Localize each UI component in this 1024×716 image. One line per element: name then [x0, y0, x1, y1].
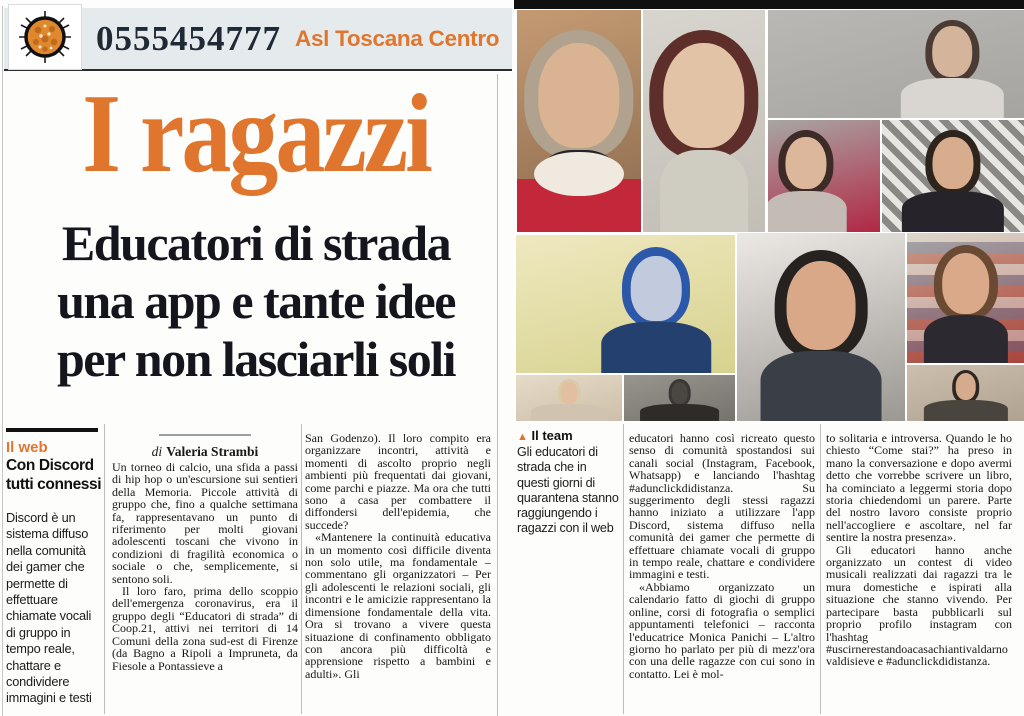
silhouette-head: [955, 373, 976, 399]
photo-dark-interior: [624, 375, 735, 421]
divider-headline-photos: [497, 74, 498, 716]
silhouette-head: [538, 43, 619, 147]
paragraph: Il loro faro, prima dello scoppio dell'emergenza coronavirus, era il gruppo degli “Educatori di strada” di Coop.21, attivi nei territori di 14 Comuni della zona sud-est di Firenze (da Bagno a Ripoli a Impruneta, da Fiesole a Pontassieve a: [112, 584, 298, 673]
silhouette-torso: [923, 315, 1007, 363]
paragraph: to solitaria e introversa. Quando le ho chiesto “Come stai?” ha preso in mano la conversazione e dopo avermi detto che vorrebbe scrivere un libro, ha cominciato a leggermi storia dopo storia chiedendomi un parere. Parte del nostro lavoro consiste proprio nell'accogliere e ascoltare, nel far sentire la nostra presenza».: [826, 432, 1012, 545]
silhouette-head: [631, 256, 682, 321]
silhouette-torso: [601, 322, 711, 373]
silhouette-head: [933, 26, 973, 77]
main-headline: [0, 214, 512, 388]
divider-sidebar-col1: [104, 424, 105, 714]
silhouette-head: [663, 43, 744, 147]
caption-title: Il team: [531, 428, 573, 443]
paragraph: «Mantenere la continuità educativa in un momento così difficile diventa non solo utile, ma fondamentale – commentano gli organizzatori – Per gli adolescenti le relazioni sociali, gli incontri e le amicizie rappresentano la dimensione fondamentale della vita. Ora si trovano a vivere questa situazione di confinamento obbligato con ancora più difficoltà e apprensione rispetto a bambini e adulti». Gli: [305, 530, 491, 681]
sidebar-top-rule: [6, 428, 98, 432]
paragraph: Un torneo di calcio, una sfida a passi di hip hop o un'escursione sui sentieri della Memoria. Piccole attività di gruppo che, fino a qualche settimana fa, rappresentavano un punto di riferimento per molti giovani adolescenti toscani che vivono in condizioni di fragilità economica o sociale o che, semplicemente, si sentono soli.: [112, 460, 298, 586]
photo-blonde-woman: [516, 375, 622, 421]
silhouette-torso: [923, 400, 1007, 421]
silhouette-torso: [640, 404, 720, 421]
article-column-2: [305, 432, 491, 716]
photo-man-cooking: [517, 10, 641, 232]
photo-woman-curly-hair: [643, 10, 765, 232]
kicker-title: I ragazzi: [82, 71, 430, 196]
headline-line-2: una app e tante idee: [57, 273, 455, 329]
web-sidebar: [6, 428, 102, 707]
photo-blue-tint-woman-cat: [516, 235, 735, 373]
byline-author: Valeria Strambi: [166, 444, 259, 459]
article-column-3: [629, 432, 815, 716]
paragraph: Gli educatori hanno anche organizzato un contest di video musicali realizzati dai ragazzi tra le mura domestiche e ispirati alla situazione che stanno vivendo. Per partecipare basta pubblicarli sul proprio profilo instagram con l'hashtag #uscirnerestandoacasachiantivaldarnovaldisieve e #adunclickdidistanza.: [826, 542, 1012, 669]
silhouette-torso: [768, 191, 846, 232]
triangle-marker-icon: ▲: [517, 431, 528, 443]
byline-rule: [159, 434, 251, 436]
sidebar-title: Con Discord tutti connessi: [6, 457, 102, 493]
silhouette-head: [932, 137, 973, 190]
caption-text: Gli educatori di strada che in questi giorni di quarantena stanno raggiungendo i ragazzi con il web: [517, 445, 619, 536]
silhouette-torso: [901, 78, 1003, 118]
org-name: Asl Toscana Centro: [295, 25, 500, 51]
helpline-phone-number: 0555454777: [96, 18, 281, 58]
silhouette-head: [787, 261, 856, 349]
paragraph: «Abbiamo organizzato un calendario fatto di giochi di gruppo online, corsi di fotografia o semplici appuntamenti telefonici – racconta l'educatrice Monica Panichi – L'altro giorno ho parlato per più di mezz'ora con una delle ragazze con cui sono in contatto. Lei è mol-: [629, 579, 815, 681]
photo-caption: [517, 428, 620, 537]
photo-collage: [514, 0, 1024, 422]
coronavirus-icon: [8, 4, 82, 70]
headline-line-3: per non lasciarli soli: [56, 331, 456, 387]
headline-line-1: Educatori di strada: [61, 215, 451, 271]
byline-prefix: di: [151, 444, 163, 459]
silhouette-head: [561, 382, 578, 404]
divider-col1-col2: [301, 424, 302, 714]
photo-smiling-girl: [737, 233, 905, 421]
collage-top-bar: [514, 0, 1024, 9]
photo-man-sticker-wall: [907, 233, 1024, 363]
coronavirus-icon-svg: [16, 9, 74, 65]
header-bar: [4, 8, 512, 71]
article-column-1: [112, 430, 298, 714]
caption-heading: [517, 428, 620, 443]
divider-col3-col4: [820, 424, 821, 714]
silhouette-torso: [531, 404, 607, 421]
article-column-4: [826, 432, 1012, 716]
paragraph: educatori hanno così ricreato questo senso di comunità spostandosi sui canali social (Instagram, Facebook, Whatsapp) e lanciando l'hashtag #adunclickdidistanza. Su suggerimento degli stessi ragazzi hanno iniziato a utilizzare l'app Discord, sistema diffuso nella comunità dei gamer che permette di effettuare chiamate vocali di gruppo in tempo reale, chattare e condividere immagini e testi.: [629, 432, 815, 582]
silhouette-head: [671, 382, 688, 404]
sidebar-kicker: Il web: [6, 439, 48, 456]
divider-caption-col3: [623, 424, 624, 714]
photo-dark-bob-person: [907, 365, 1024, 421]
photo-woman-tiled-backdrop: [882, 120, 1024, 232]
silhouette-torso: [761, 351, 882, 421]
silhouette-head: [942, 253, 990, 314]
photo-woman-with-dog: [768, 120, 880, 232]
silhouette-torso: [534, 150, 623, 232]
byline: [112, 434, 298, 461]
sidebar-body-text: Discord è un sistema diffuso nella comunità dei gamer che permette di effettuare chiamate vocali di gruppo in tempo reale, chattare e condividere immagini e testi: [6, 510, 92, 706]
silhouette-torso: [660, 150, 748, 232]
paragraph: San Godenzo). Il loro compito era organizzare incontri, attività e momenti di ascolto proprio negli ambienti più frequentati dai giovani, come parchi e piazze. Ma ora che tutti sono a casa per combattere il diffondersi dell'epidemia, che succede?: [305, 432, 491, 532]
silhouette-torso: [902, 191, 1004, 232]
photo-teen-hoodie: [768, 10, 1024, 118]
silhouette-head: [786, 137, 827, 190]
